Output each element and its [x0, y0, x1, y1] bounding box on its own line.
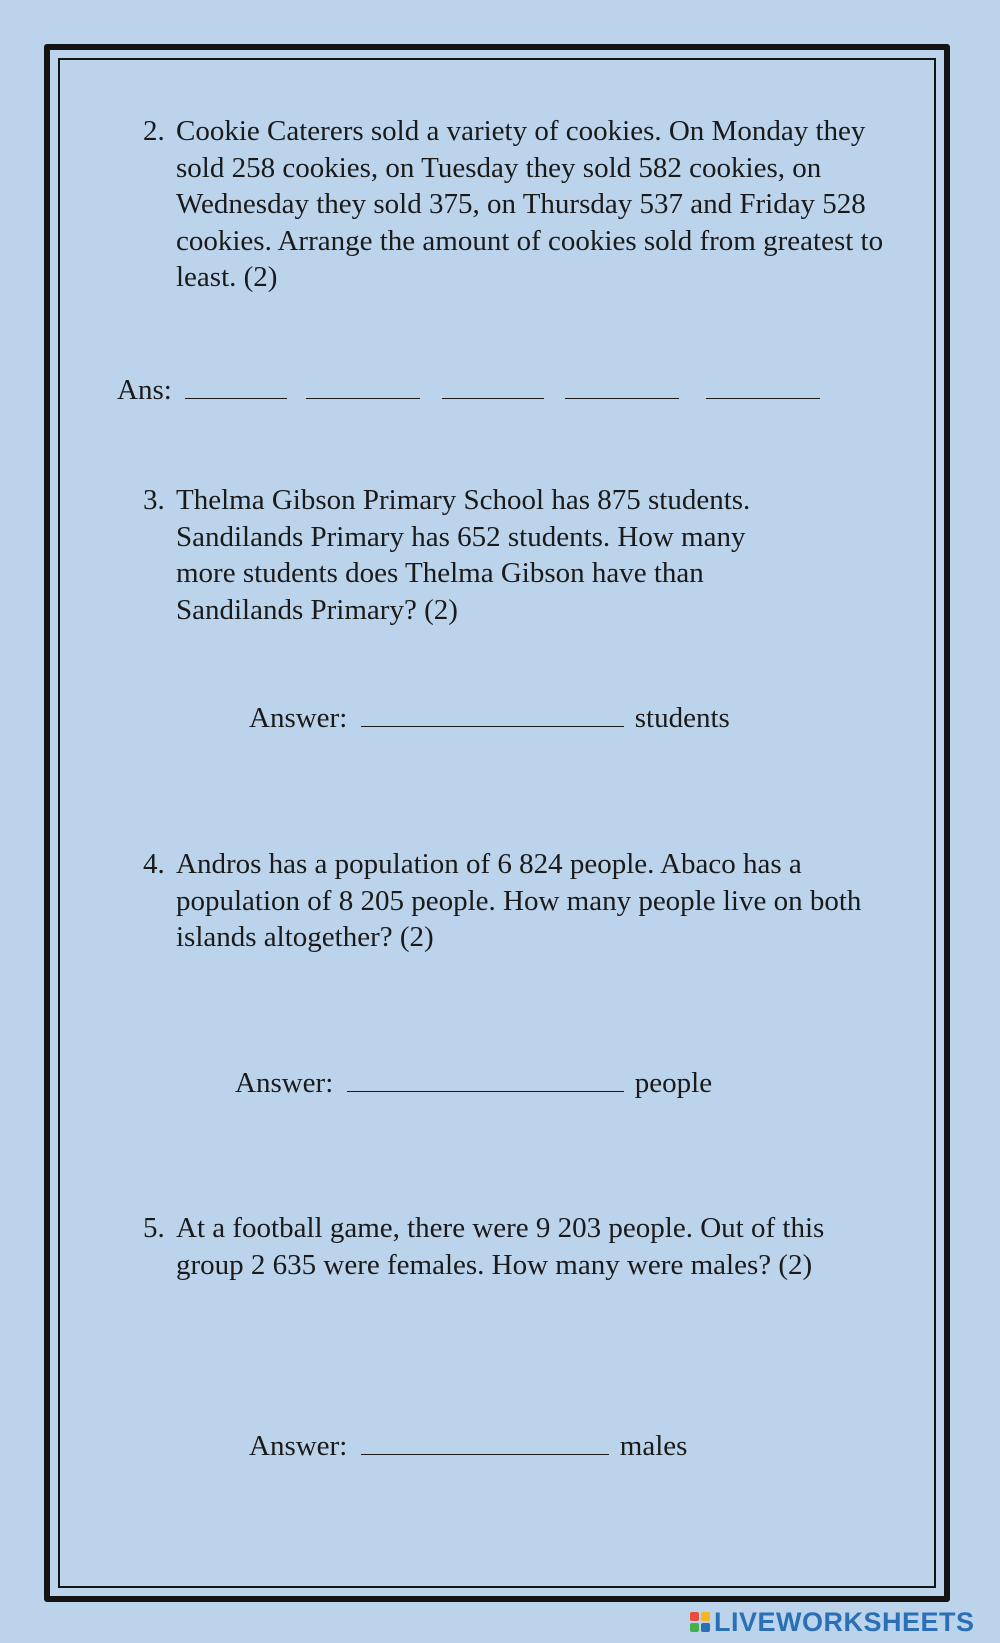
question-5 — [143, 1210, 903, 1283]
question-4 — [143, 846, 903, 956]
answer-label: Answer: — [235, 1067, 334, 1099]
answer-blank-2[interactable] — [306, 372, 420, 399]
question-number: 4. — [143, 848, 165, 880]
logo-square-blue — [701, 1623, 710, 1632]
question-number: 2. — [143, 115, 165, 147]
question-number: 5. — [143, 1212, 165, 1244]
logo-square-yellow — [701, 1612, 710, 1621]
answer-blank[interactable] — [361, 700, 624, 727]
answer-blank[interactable] — [361, 1428, 609, 1455]
answer-row-5 — [249, 1428, 687, 1464]
answer-row-3 — [249, 700, 730, 736]
question-2 — [143, 113, 903, 296]
answer-unit: people — [634, 1067, 713, 1099]
answer-row-2 — [117, 372, 820, 408]
answer-unit: males — [619, 1430, 688, 1462]
liveworksheets-logo — [690, 1607, 975, 1637]
question-text: Cookie Caterers sold a variety of cookies. On Monday they sold 258 cookies, on Tuesday they sold 582 cookies, on Wednesday they sold 375, on Thursday 537 and Friday 528 cookies. Arrange the amount of cookies sold from greatest to least. (2) — [176, 115, 884, 293]
liveworksheets-logo-icon — [690, 1612, 710, 1632]
answer-label: Answer: — [249, 1430, 348, 1462]
question-text: Andros has a population of 6 824 people. Abaco has a population of 8 205 people. How many people live on both islands altogether? (2) — [176, 848, 862, 953]
logo-text: LIVEWORKSHEETS — [714, 1606, 975, 1637]
answer-label: Ans: — [117, 374, 172, 406]
answer-blank-5[interactable] — [706, 372, 820, 399]
question-text: Thelma Gibson Primary School has 875 students. Sandilands Primary has 652 students. How many more students does Thelma Gibson have than Sandilands Primary? (2) — [176, 484, 751, 626]
answer-blank-3[interactable] — [442, 372, 544, 399]
logo-square-green — [690, 1623, 699, 1632]
answer-label: Answer: — [249, 702, 348, 734]
question-text: At a football game, there were 9 203 people. Out of this group 2 635 were females. How many were males? (2) — [176, 1212, 825, 1281]
answer-blank-4[interactable] — [565, 372, 679, 399]
question-3 — [143, 482, 903, 628]
answer-row-4 — [235, 1065, 712, 1101]
question-number: 3. — [143, 484, 165, 516]
answer-unit: students — [634, 702, 730, 734]
logo-square-red — [690, 1612, 699, 1621]
answer-blank-1[interactable] — [185, 372, 287, 399]
answer-blank[interactable] — [347, 1065, 624, 1092]
